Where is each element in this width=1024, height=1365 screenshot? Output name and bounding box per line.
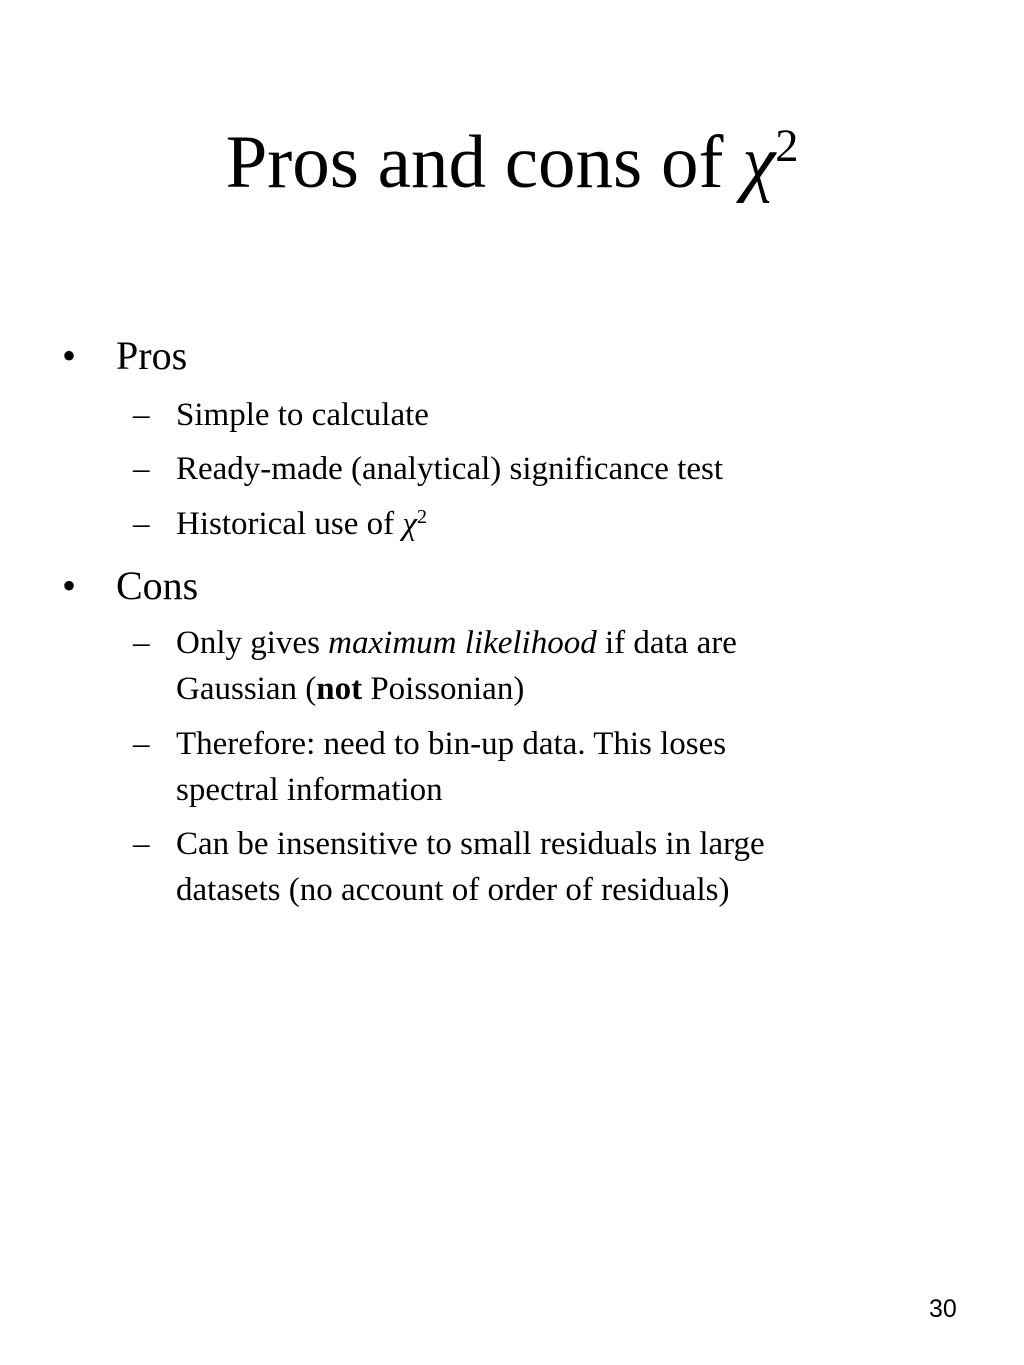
- chi-symbol: χ: [402, 506, 417, 542]
- bullet-icon: •: [62, 333, 77, 378]
- italic-phrase: maximum likelihood: [328, 625, 597, 661]
- cons-item-3-line-2: datasets (no account of order of residuals): [176, 872, 730, 908]
- cons-item-1-part-2: if data are: [596, 625, 737, 661]
- dash-icon: –: [133, 506, 150, 542]
- bullet-label-cons: Cons: [116, 563, 199, 608]
- bullet-icon: •: [62, 563, 77, 608]
- pros-item-3-text: [176, 501, 896, 551]
- cons-item-2-line-2: spectral information: [176, 772, 443, 808]
- cons-item-1-part-4: Poissonian): [362, 671, 525, 707]
- superscript-two: 2: [416, 505, 428, 528]
- dash-icon: –: [133, 625, 150, 661]
- bold-word: not: [316, 671, 363, 707]
- dash-icon: –: [133, 451, 150, 487]
- bullet-label-pros: Pros: [116, 333, 188, 378]
- cons-item-2-line-1: Therefore: need to bin-up data. This loses: [176, 726, 727, 762]
- dash-icon: –: [133, 397, 150, 433]
- slide-title-text: Pros and cons of: [225, 121, 743, 204]
- page-number: 30: [929, 1295, 957, 1323]
- slide-title: [0, 121, 1024, 204]
- superscript-two: 2: [775, 121, 799, 173]
- dash-icon: –: [133, 826, 150, 862]
- dash-icon: –: [133, 726, 150, 762]
- cons-item-1-line-1: [176, 620, 896, 666]
- pros-item-1-text: Simple to calculate: [176, 397, 429, 433]
- pros-item-3-prefix: Historical use of: [176, 506, 403, 542]
- chi-symbol: χ: [742, 121, 776, 204]
- cons-item-3-line-1: Can be insensitive to small residuals in large: [176, 826, 765, 862]
- pros-item-2-text: Ready-made (analytical) significance test: [176, 451, 723, 487]
- cons-item-1-part-3: Gaussian (: [176, 671, 317, 707]
- cons-item-1-line-2: [176, 666, 896, 712]
- cons-item-1-part-1: Only gives: [176, 625, 329, 661]
